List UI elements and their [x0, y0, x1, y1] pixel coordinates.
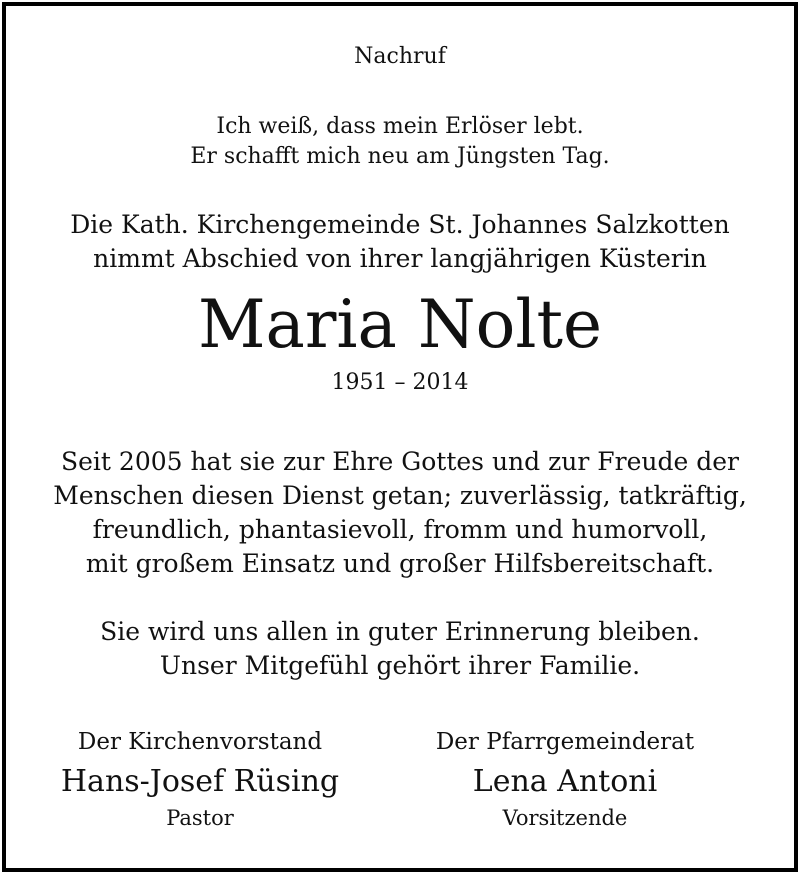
intro-line-2: nimmt Abschied von ihrer langjährigen Küsterin — [93, 244, 707, 273]
tribute-line-3: freundlich, phantasievoll, fromm und humorvoll, — [92, 515, 708, 544]
verse-line-1: Ich weiß, dass mein Erlöser lebt. — [216, 114, 584, 139]
notice-title: Nachruf — [354, 44, 446, 69]
signature-right-title: Vorsitzende — [502, 806, 628, 830]
closing-line-2: Unser Mitgefühl gehört ihrer Familie. — [159, 651, 641, 680]
signature-right-body: Der Pfarrgemeinderat — [435, 729, 695, 755]
signature-left-name: Hans-Josef Rüsing — [60, 764, 340, 799]
closing-line-1: Sie wird uns allen in guter Erinnerung bleiben. — [100, 617, 700, 646]
deceased-years: 1951 – 2014 — [331, 370, 469, 395]
tribute-line-1: Seit 2005 hat sie zur Ehre Gottes und zur Freude der — [61, 447, 739, 476]
signature-left-body: Der Kirchenvorstand — [77, 729, 323, 755]
signature-right-name: Lena Antoni — [472, 764, 658, 799]
intro-line-1: Die Kath. Kirchengemeinde St. Johannes Salzkotten — [70, 210, 730, 239]
signature-left-title: Pastor — [166, 806, 234, 830]
tribute-line-4: mit großem Einsatz und großer Hilfsbereitschaft. — [85, 549, 715, 578]
tribute-line-2: Menschen diesen Dienst getan; zuverlässig, tatkräftig, — [53, 481, 747, 510]
verse-line-2: Er schafft mich neu am Jüngsten Tag. — [190, 144, 610, 169]
deceased-name: Maria Nolte — [197, 286, 603, 363]
